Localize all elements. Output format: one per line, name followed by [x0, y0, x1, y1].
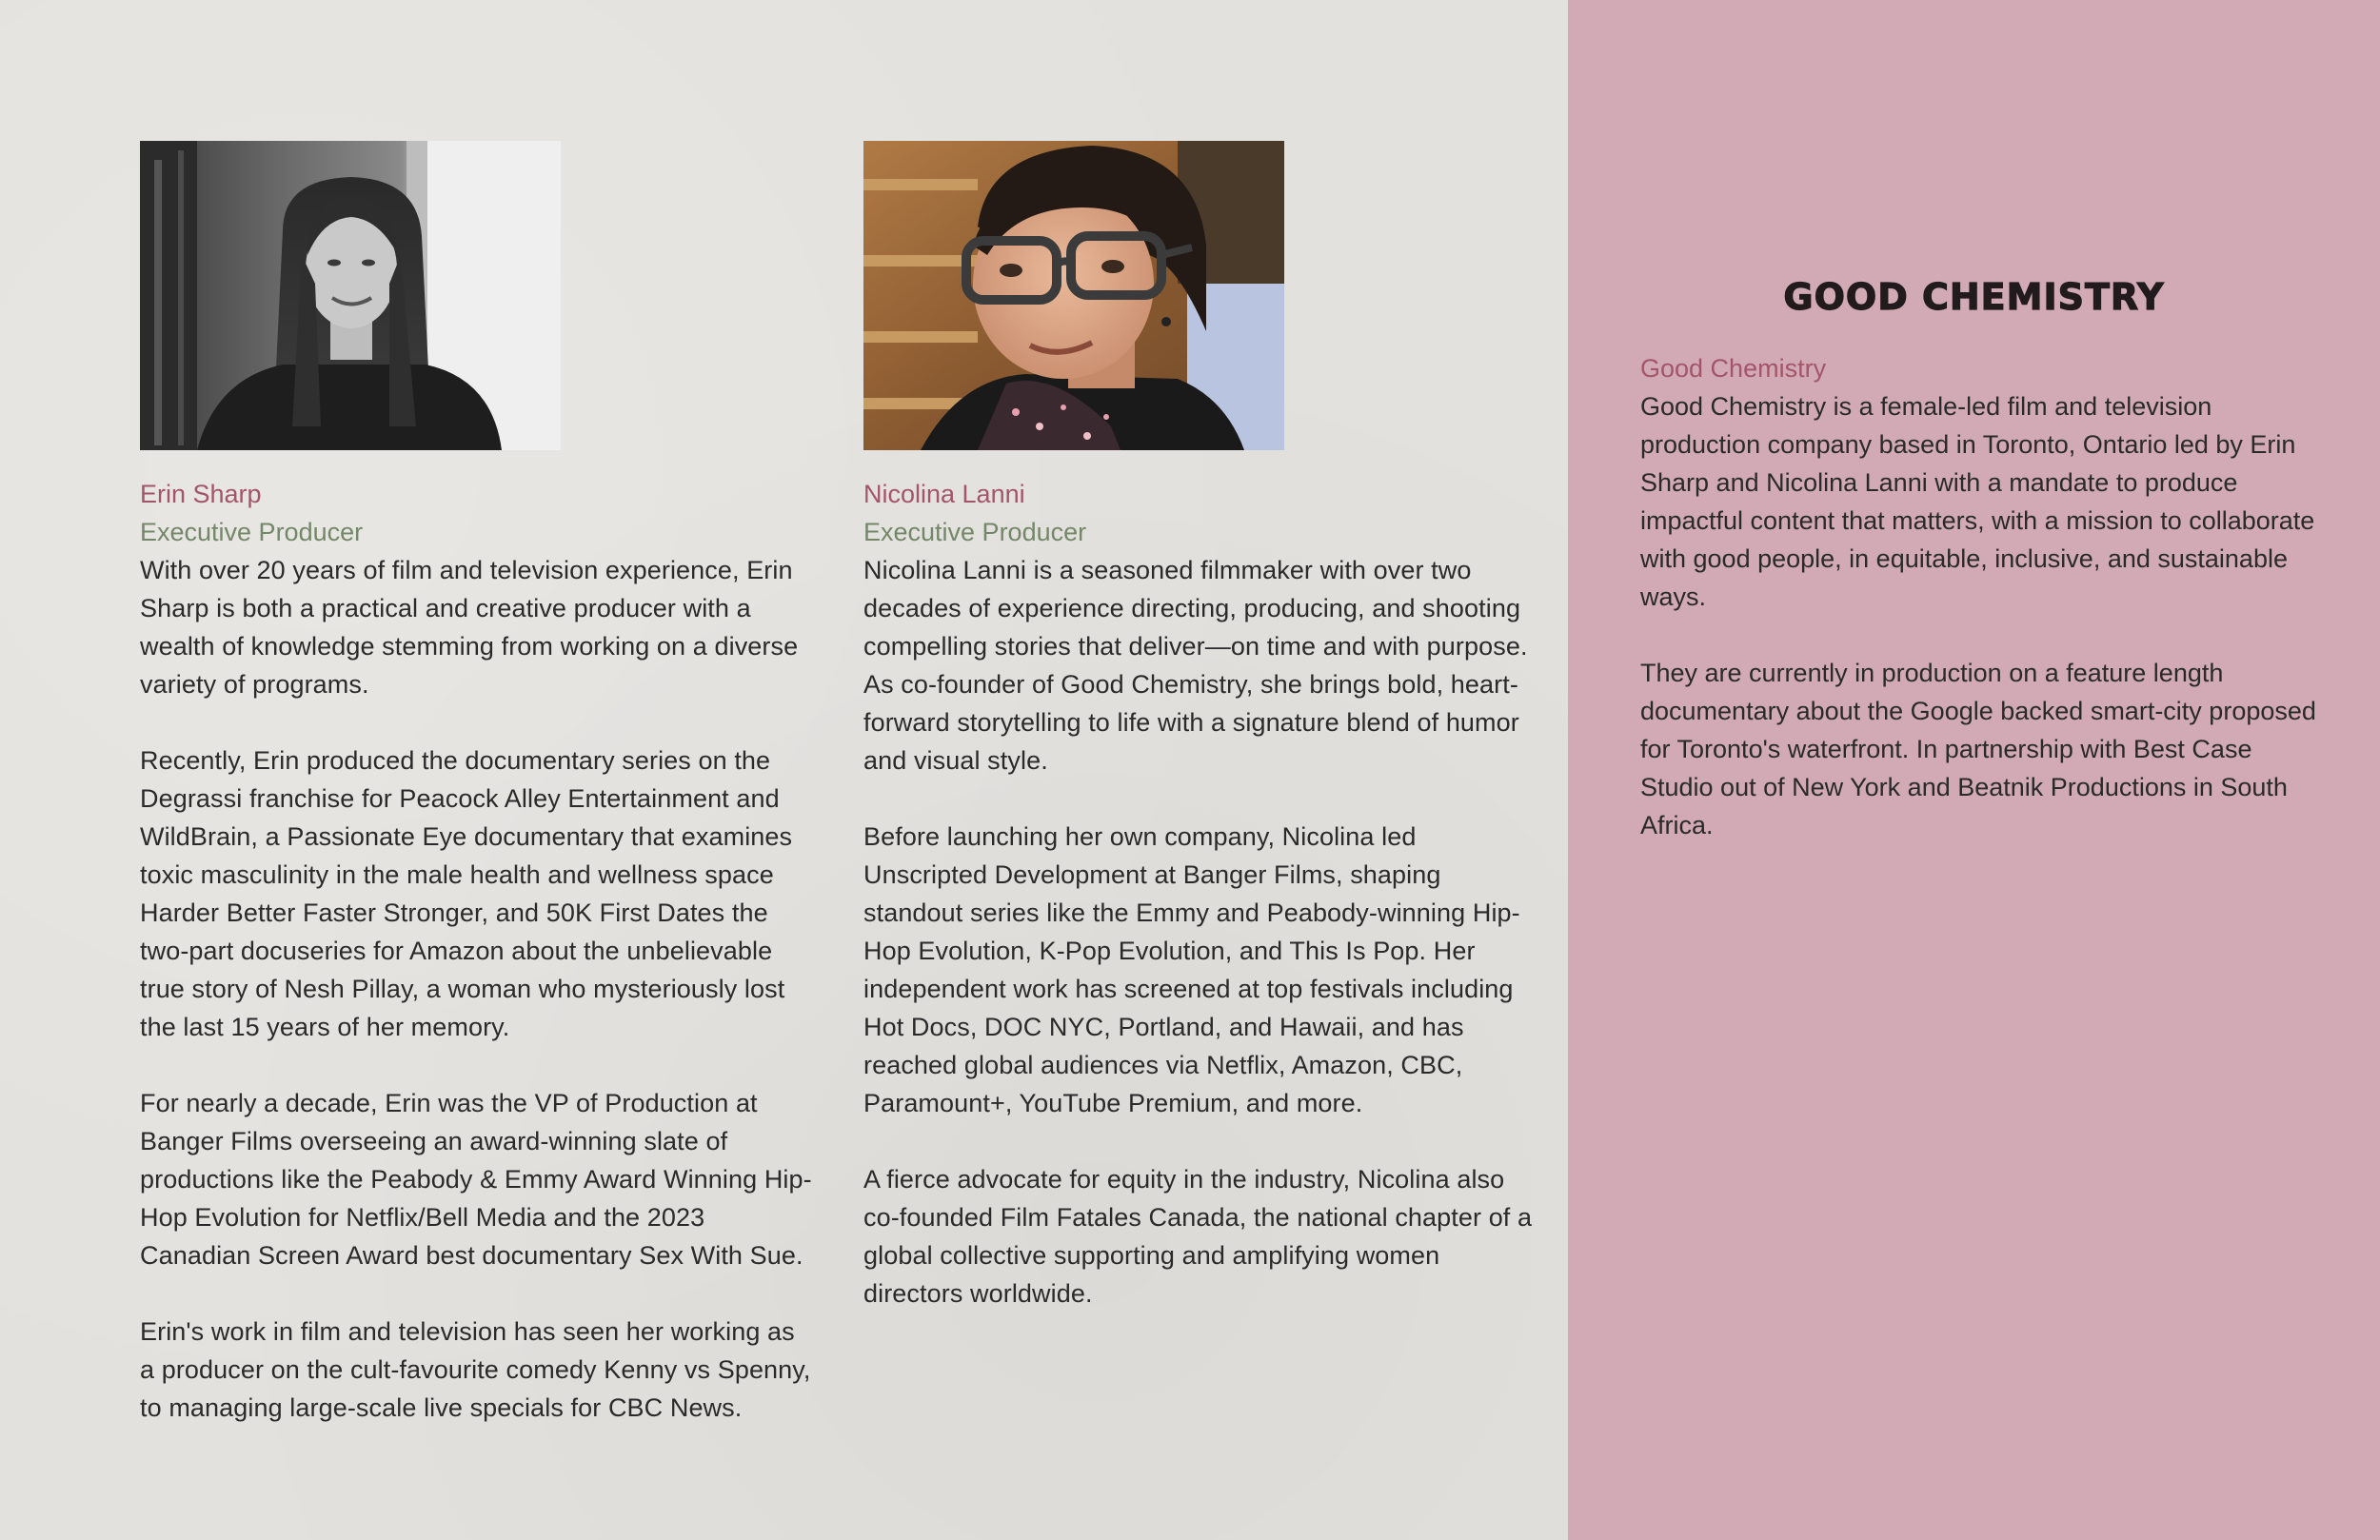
person-role: Executive Producer: [863, 518, 1087, 546]
bio-paragraph: Erin's work in film and television has seen her working as a producer on the cult-favourite comedy Kenny vs Spenny, to managing large-scale live specials for CBC News.: [140, 1317, 811, 1422]
company-heading: Good Chemistry: [1640, 354, 1827, 383]
nicolina-lanni-photo: [863, 141, 1284, 450]
person-bio: [140, 551, 816, 1427]
erin-sharp-photo: [140, 141, 561, 450]
bio-paragraph: Recently, Erin produced the documentary series on the Degrassi franchise for Peacock Alley Entertainment and WildBrain, a Passionate Eye documentary that examines toxic masculinity in the male health and wellness space Harder Better Faster Stronger, and 50K First Dates the two-part docuseries for Amazon about the unbelievable true story of Nesh Pillay, a woman who mysteriously lost the last 15 years of her memory.: [140, 746, 793, 1041]
company-paragraph: Good Chemistry is a female-led film and television production company based in Toronto, Ontario led by Erin Sharp and Nicolina Lanni with a mandate to produce impactful content that matters, with a mission to collaborate with good people, in equitable, inclusive, and sustainable ways.: [1640, 392, 2315, 611]
person-bio: [863, 551, 1539, 1313]
company-paragraph: They are currently in production on a feature length documentary about the Google backed smart-city proposed for Toronto's waterfront. In partnership with Best Case Studio out of New York and Beatnik Productions in South Africa.: [1640, 659, 2316, 839]
person-name: Erin Sharp: [140, 480, 262, 508]
bio-paragraph: Before launching her own company, Nicolina led Unscripted Development at Banger Films, shaping standout series like the Emmy and Peabody-winning Hip-Hop Evolution, K-Pop Evolution, and This Is Pop. Her independent work has screened at top festivals including Hot Docs, DOC NYC, Portland, and Hawaii, and has reached global audiences via Netflix, Amazon, CBC, Paramount+, YouTube Premium, and more.: [863, 822, 1520, 1117]
company-title: GOOD CHEMISTRY: [1783, 276, 2165, 318]
company-description: [1640, 349, 2326, 882]
company-panel: [1568, 0, 2380, 1540]
bio-paragraph: A fierce advocate for equity in the industry, Nicolina also co-founded Film Fatales Canada, the national chapter of a global collective supporting and amplifying women directors worldwide.: [863, 1165, 1533, 1308]
bio-paragraph: With over 20 years of film and television experience, Erin Sharp is both a practical and creative producer with a wealth of knowledge stemming from working on a diverse variety of programs.: [140, 556, 799, 699]
person-name: Nicolina Lanni: [863, 480, 1025, 508]
bio-paragraph: For nearly a decade, Erin was the VP of Production at Banger Films overseeing an award-winning slate of productions like the Peabody & Emmy Award Winning Hip-Hop Evolution for Netflix/Bell Media and the 2023 Canadian Screen Award best documentary Sex With Sue.: [140, 1089, 812, 1270]
profile-nicolina-lanni: [863, 141, 1539, 1351]
person-role: Executive Producer: [140, 518, 364, 546]
bio-paragraph: Nicolina Lanni is a seasoned filmmaker with over two decades of experience directing, producing, and shooting compelling stories that deliver—on time and with purpose. As co-founder of Good Chemistry, she brings bold, heart-forward storytelling to life with a signature blend of humor and visual style.: [863, 556, 1528, 775]
profile-erin-sharp: [140, 141, 816, 1465]
